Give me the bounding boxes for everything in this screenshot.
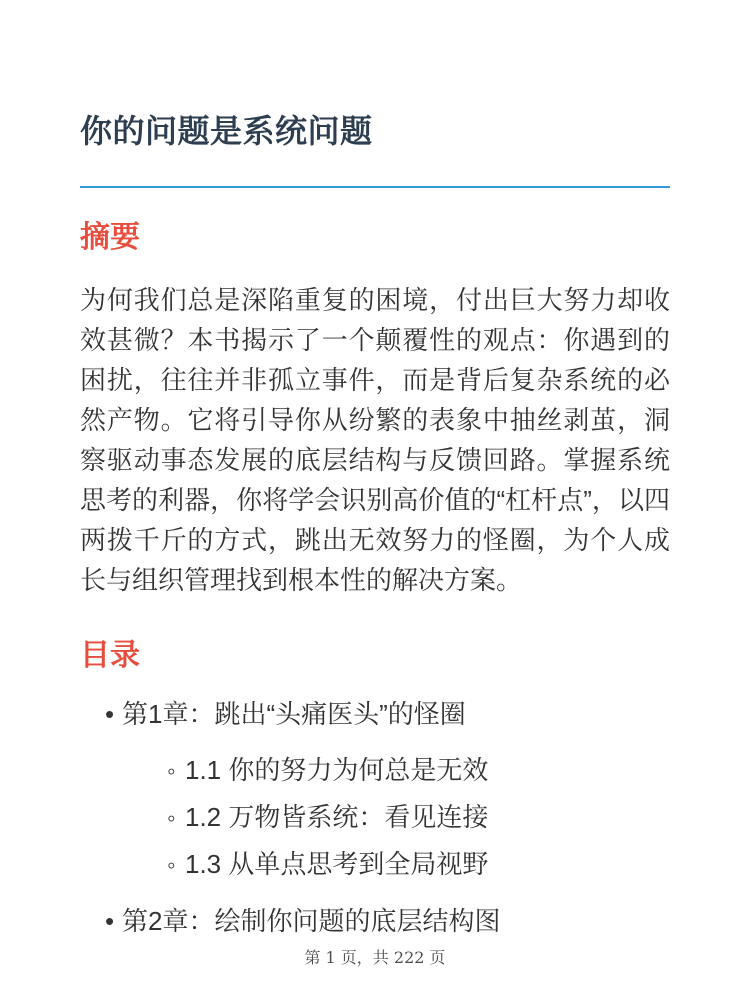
bullet-icon: • [105, 699, 115, 729]
toc-section-1-2-label: 1.2 万物皆系统：看见连接 [185, 802, 489, 832]
toc-section-1-3 [80, 851, 670, 879]
toc-chapter-2-label: 第2章：绘制你问题的底层结构图 [122, 906, 501, 936]
abstract-heading: 摘要 [80, 221, 140, 254]
toc-heading: 目录 [80, 639, 140, 672]
toc-chapter-1-label: 第1章：跳出“头痛医头”的怪圈 [122, 699, 466, 729]
circle-bullet-icon: ◦ [167, 758, 176, 785]
toc-chapter-1 [80, 701, 670, 727]
toc-section-1-1 [80, 757, 670, 785]
abstract-body: 为何我们总是深陷重复的困境，付出巨大努力却收效甚微？本书揭示了一个颠覆性的观点：你遇到的困扰，往往并非孤立事件，而是背后复杂系统的必然产物。它将引导你从纷繁的表象中抽丝剥茧，洞察驱动事态发展的底层结构与反馈回路。掌握系统思考的利器，你将学会识别高价值的“杠杆点”，以四两拨千斤的方式，跳出无效努力的怪圈，为个人成长与组织管理找到根本性的解决方案。 [80, 285, 670, 595]
circle-bullet-icon: ◦ [167, 805, 176, 832]
page-title: 你的问题是系统问题 [80, 113, 373, 149]
toc-chapter-1-sections [80, 757, 670, 879]
toc-list [80, 701, 670, 934]
bullet-icon: • [105, 906, 115, 936]
page-number-indicator: 第 1 页，共 222 页 [304, 948, 446, 967]
circle-bullet-icon: ◦ [167, 852, 176, 879]
toc-section-1-1-label: 1.1 你的努力为何总是无效 [185, 755, 489, 785]
toc-sublist [80, 757, 670, 879]
toc-chapter-2 [80, 908, 670, 934]
title-divider [80, 186, 670, 188]
toc-section-1-3-label: 1.3 从单点思考到全局视野 [185, 849, 489, 879]
toc-section-1-2 [80, 804, 670, 832]
